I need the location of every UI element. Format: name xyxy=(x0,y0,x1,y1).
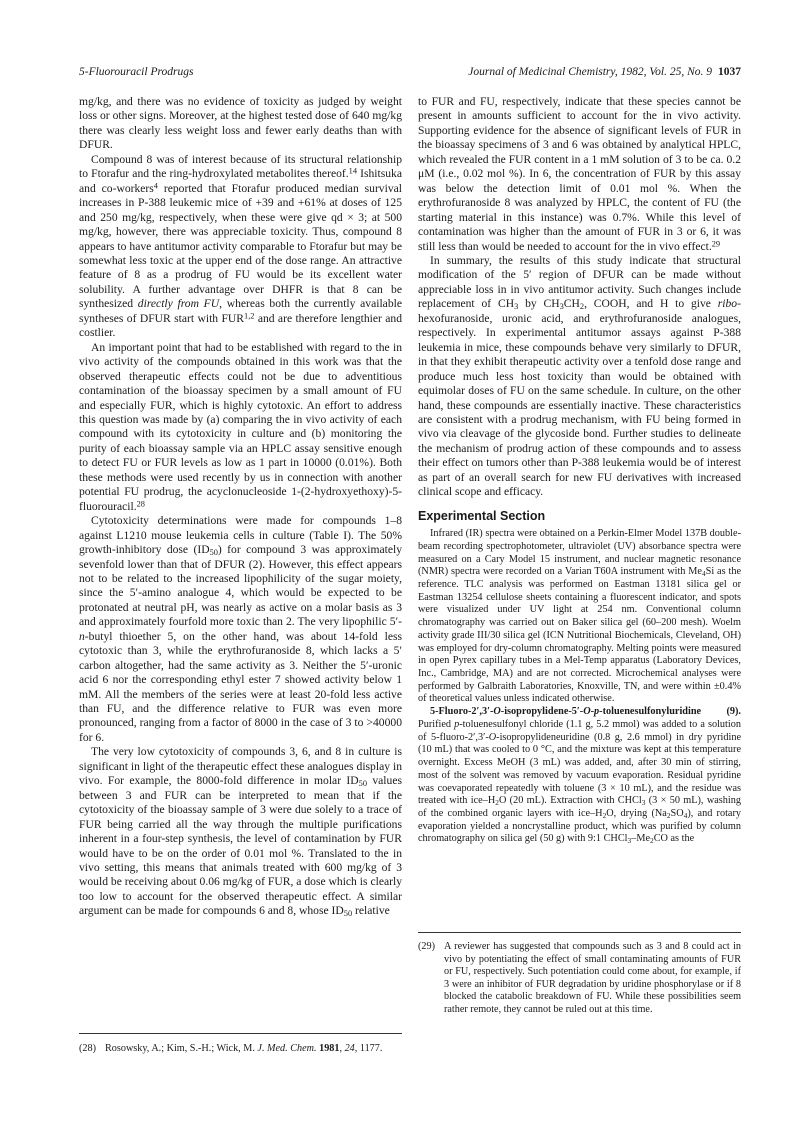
paragraph: Compound 8 was of interest because of its structural relationship to Ftorafur and the ring-hydroxylated metabolites thereof.$^{14}$ Ishitsuka and co-workers$^4$ reported that Ftorafur produced median survival increases in P-388 leukemic mice of +39 and +61% at doses of 125 and 250 mg/kg, respectively, when these were give qd × 3; at 500 mg/kg, however, there was appreciable toxicity. Thus, compound 8 appears to have antitumor activity comparable to Ftorafur but may be somewhat less toxic at the upper end of the dose range. An attractive feature of 8 as a prodrug of FU would be its excellent water solubility. A further advantage over DHFR is that 8 can be synthesized directly from FU, whereas both the currently available syntheses of DFUR start with FUR$^{1,2}$ and are therefore lengthier and costlier. xyxy=(79,152,403,340)
footnote-divider xyxy=(79,1033,402,1034)
paragraph: An important point that had to be established with regard to the in vivo activity of the compounds obtained in this work was that the observed therapeutic effects could not be due to adventitious contamination of the bioassay specimen by a small amount of FU and especially FUR, which is highly cytotoxic. An effort to address this question was made by (a) comparing the in vivo activity of each compound with its cytotoxicity in culture and (b) monitoring the purity of each bioassay sample via an HPLC assay sensitive enough to detect FU or FUR levels as low as 1 part in 10000 (0.01%). Both these methods were used recently by us in connection with another potential FU prodrug, the acyclonucleoside 1-(2-hydroxyethoxy)-5-fluorouracil.$^{28}$ xyxy=(79,340,402,513)
experimental-text xyxy=(418,528,741,846)
paragraph: mg/kg, and there was no evidence of toxicity as judged by weight loss or other signs. Moreover, at the highest tested dose of 640 mg/kg there was clearly less weight loss and fewer early deaths than with DFUR. xyxy=(79,95,402,152)
running-header xyxy=(79,66,741,82)
paragraph: 5-Fluoro-2′,3′-O-isopropylidene-5′-O-p-toluenesulfonyluridine (9). Purified p-toluenesulfonyl chloride (1.1 g, 5.2 mmol) was added to a solution of 5-fluoro-2′,3′-O-isopropylideneuridine (0.8 g, 2.6 mmol) in dry pyridine (10 mL) that was cooled to 0 °C, and the mixture was kept at this temperature overnight. Excess MeOH (3 mL) was added, and, after 30 min of stirring, most of the solvent was removed by vacuum evaporation. Residual pyridine was coevaporated repeatedly with toluene (3 × 10 mL), and the residue was treated with ice–$H_2O$ (20 mL). Extraction with CHCl$_3$ (3 × 50 mL), washing of the combined organic layers with ice–$H_2O$, drying $(Na_2SO_4)$, and rotary evaporation yielded a noncrystalline product, which was purified by column chromatography on silica gel (50 g) with 9:1 $CHCl_3-Me_2CO$ as the xyxy=(418,706,742,846)
paragraph: Cytotoxicity determinations were made for compounds 1–8 against L1210 mouse leukemia cells in culture (Table I). The 50% growth-inhibitory dose $(ID_{50})$ for compound 3 was approximately sevenfold lower than that of DFUR (2). However, this effect appears not to be related to the increased lipophilicity of the sugar moiety, since the 5′-amino analogue 4, which would be expected to be protonated at neutral pH, was nearly as active on a molar basis as 3 and approximately fourfold more toxic than 2. The very lipophilic 5′-n-butyl thioether 5, on the other hand, was about 14-fold less cytotoxic than 3, while the erythrofuranoside 8, which lacks a 5′ carbon altogether, had the same activity as 3. Neither the 5′-uronic acid 6 nor the corresponding ethyl ester 7 showed activity below 1 mM. All the members of the series were at least 20-fold less active than FU, and the difference relative to FUR was even more pronounced, ranging from a factor of 8000 in the case of 3 to >40000 for 6. xyxy=(79,514,402,744)
page-number: 1037 xyxy=(718,66,741,78)
reference-marker: 14 xyxy=(348,166,357,176)
section-heading: Experimental Section xyxy=(418,508,546,523)
footnote-28: (28) Rosowsky, A.; Kim, S.-H.; Wick, M. J. Med. Chem. 1981, 24, 1177. xyxy=(79,1043,383,1054)
left-column xyxy=(79,95,402,919)
journal-name: Journal of Medicinal Chemistry, 1982, Vol. 25, No. 9 xyxy=(468,66,712,78)
paragraph: In summary, the results of this study indicate that structural modification of the 5′ region of DFUR can be made without appreciable loss in in vivo antitumor activity. Such changes include replacement of $CH_3$ by $CH_3CH_2$, COOH, and H to give ribo-hexofuranoside, uronic acid, and erythrofuranoside analogues, respectively. In experimental antitumor assays against P-388 leukemia in mice, these compounds behave very similarly to DFUR, in that they exhibit therapeutic activity over a tenfold dose range and produce much less host toxicity than would be obtained with equimolar doses of FU on the same schedule. In culture, on the other hand, these compounds are essentially inactive. These characteristics are consistent with a prodrug mechanism, with FU being formed in vivo via cleavage of the glycoside bond. Further studies to delineate the mechanism of prodrug action of these compounds and to assess their effect on tumors other than P-388 leukemia would be of interest as part of an overall search for new FU derivatives with increased clinical scope and efficacy. xyxy=(418,253,741,499)
paragraph: The very low cytotoxicity of compounds 3, 6, and 8 in culture is significant in light of the therapeutic effect these analogues display in vivo. For example, the 8000-fold difference in molar $ID_{50}$ values between 3 and FUR can be interpreted to mean that if the cytotoxicity of the bioassay sample of 3 were due solely to a trace of FUR being carried all the way through the multiple purifications inherent in a four-step synthesis, the level of contamination by FUR would have to be on the order of 0.01 mol %. Translated to the in vivo setting, this means that animals treated with 600 mg/kg of 3 would be receiving about 0.06 mg/kg of FUR, a dose which is clearly too low to account for the observed therapeutic effect. A similar argument can be made for compounds 6 and 8, whose $ID_{50}$ relative xyxy=(79,745,402,919)
paragraph: to FUR and FU, respectively, indicate that these species cannot be present in amounts sufficient to account for the in vivo activity. Supporting evidence for the absence of significant levels of FUR in the bioassay specimens of 3 and 6 was obtained by analytical HPLC, which revealed the FUR content in a 1 mM solution of 3 to be ca. 0.2 μM (i.e., 0.02 mol %). In 6, the concentration of FUR by this assay was below the detection limit of 0.01 mol %. When the erythrofuranoside 8 was analyzed by HPLC, the content of FU (the starting material in this instance) was 0.7%. While this level of contamination was higher than the amount of FUR in 3 or 6, it was still less than would be needed to account for the in vivo effect.$^{29}$ xyxy=(418,95,741,253)
reference-marker: 4 xyxy=(153,180,158,190)
journal-citation xyxy=(468,66,741,78)
paragraph: Infrared (IR) spectra were obtained on a Perkin-Elmer Model 137B double-beam recording spectrophotometer, ultraviolet (UV) absorbance spectra were measured on a Cary Model 15 instrument, and nuclear magnetic resonance (NMR) spectra were recorded on a Varian T60A instrument with $Me_4Si$ as the reference. TLC analysis was performed on Eastman 13181 silica gel or Eastman 13254 cellulose sheets containing a fluorescent indicator, and spots were visualized under UV light at 254 nm. Conventional column chromatography was carried out on Baker silica gel (60–200 mesh). Woelm activity grade III/30 silica gel (ICN Nutritional Biochemicals, Cleveland, OH) was employed for dry-column chromatography. Melting points were measured in open Pyrex capillary tubes in a Mel-Temp apparatus (Laboratory Devices, Inc., Cambridge, MA) and are not corrected. Microchemical analyses were performed by Galbraith Laboratories, Knoxville, TN, and were within ±0.4% of theoretical values unless indicated otherwise. xyxy=(418,528,741,705)
reference-marker: 1,2 xyxy=(244,311,255,321)
footnote-divider xyxy=(418,932,741,933)
reference-marker: 28 xyxy=(136,498,145,508)
reference-marker: 29 xyxy=(711,238,721,248)
compound-heading: 5-Fluoro-2′,3′-O-isopropylidene-5′-O-p-toluenesulfonyluridine (9). xyxy=(430,706,741,718)
running-title: 5-Fluorouracil Prodrugs xyxy=(79,66,194,78)
right-column xyxy=(418,95,741,846)
footnote-29: (29) A reviewer has suggested that compounds such as 3 and 8 could act in vivo by potentiating the effect of small contaminating amounts of FUR or FU, respectively. Such potentiation could come about, for example, if 3 were an inhibitor of FUR degradation by uridine phosphorylase or if 8 blocked the catabolic breakdown of FU. While these possibilities seem rather remote, they cannot be ruled out at this time. xyxy=(418,941,741,1015)
